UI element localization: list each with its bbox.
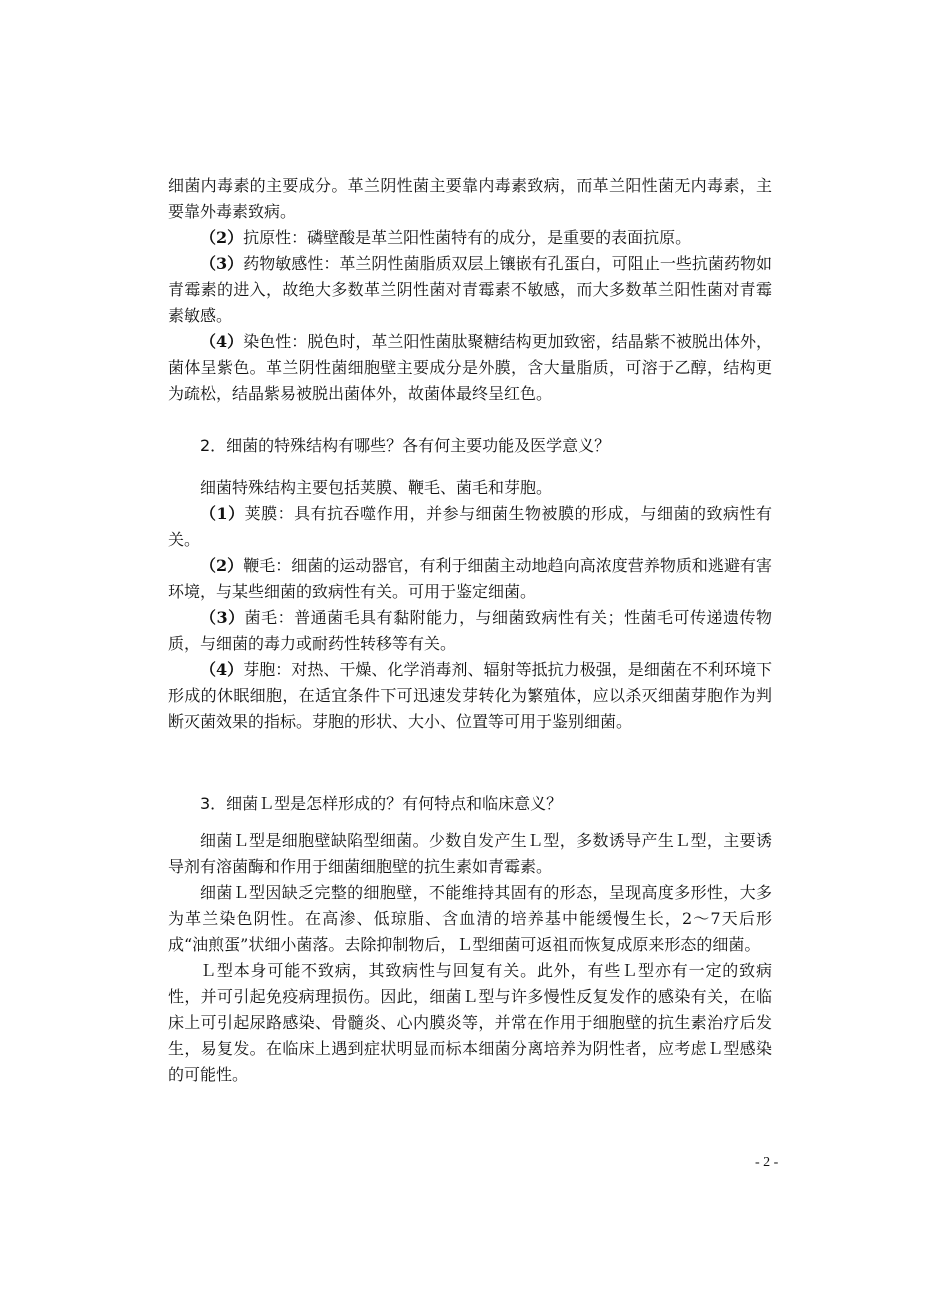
paragraph-spore xyxy=(168,657,772,735)
paragraph-intro: 细菌特殊结构主要包括荚膜、鞭毛、菌毛和芽胞。 xyxy=(200,478,553,497)
paragraph-capsule xyxy=(168,501,772,553)
paragraph-l-form-clinical: Ｌ型本身可能不致病，其致病性与回复有关。此外，有些Ｌ型亦有一定的致病性，并可引起免疫病理损伤。因此，细菌Ｌ型与许多慢性反复发作的感染有关，在临床上可引起尿路感染、骨髓炎、心内膜炎等，并常在作用于细胞壁的抗生素治疗后发生，易复发。在临床上遇到症状明显而标本细菌分离培养为阴性者，应考虑Ｌ型感染的可能性。 xyxy=(168,961,772,1084)
paragraph-text: 染色性：脱色时，革兰阳性菌肽聚糖结构更加致密，结晶紫不被脱出体外，菌体呈紫色。革兰阴性菌细胞壁主要成分是外膜，含大量脂质，可溶于乙醇，结构更为疏松，结晶紫易被脱出菌体外，故菌体最终呈红色。 xyxy=(168,332,772,403)
item-number: （4） xyxy=(200,332,244,351)
question-2 xyxy=(168,433,772,459)
paragraph-drug-sensitivity xyxy=(168,251,772,329)
page-number: - 2 - xyxy=(755,1155,779,1170)
paragraph-antigenicity xyxy=(168,225,772,251)
paragraph-text: 鞭毛：细菌的运动器官，有利于细菌主动地趋向高浓度营养物质和逃避有害环境，与某些细菌的致病性有关。可用于鉴定细菌。 xyxy=(168,556,772,601)
item-number: （1） xyxy=(200,504,245,523)
paragraph-l-form-features: 细菌Ｌ型因缺乏完整的细胞壁，不能维持其固有的形态，呈现高度多形性，大多为革兰染色阴性。在高渗、低琼脂、含血清的培养基中能缓慢生长，2～7天后形成“油煎蛋”状细小菌落。去除抑制物后，Ｌ型细菌可返祖而恢复成原来形态的细菌。 xyxy=(168,883,772,954)
paragraph-text: 菌毛：普通菌毛具有黏附能力，与细菌致病性有关；性菌毛可传递遗传物质，与细菌的毒力或耐药性转移等有关。 xyxy=(168,608,772,653)
paragraph-flagella xyxy=(168,553,772,605)
paragraph-text: 荚膜：具有抗吞噬作用，并参与细菌生物被膜的形成，与细菌的致病性有关。 xyxy=(168,504,772,549)
paragraph-staining xyxy=(168,329,772,407)
item-number: （2） xyxy=(200,228,244,247)
item-number: （2） xyxy=(200,556,244,575)
section-special-structures xyxy=(168,475,772,735)
question-3 xyxy=(168,791,772,817)
paragraph-endotoxin: 细菌内毒素的主要成分。革兰阴性菌主要靠内毒素致病，而革兰阳性菌无内毒素，主要靠外毒素致病。 xyxy=(168,176,772,221)
paragraph-text: 药物敏感性：革兰阴性菌脂质双层上镶嵌有孔蛋白，可阻止一些抗菌药物如青霉素的进入，故绝大多数革兰阴性菌对青霉素不敏感，而大多数革兰阳性菌对青霉素敏感。 xyxy=(168,254,772,325)
section-gram-properties xyxy=(168,173,772,407)
section-l-form xyxy=(168,828,772,1088)
item-number: （3） xyxy=(200,254,244,273)
paragraph-pili xyxy=(168,605,772,657)
question-heading: 2．细菌的特殊结构有哪些？各有何主要功能及医学意义？ xyxy=(200,436,611,455)
paragraph-text: 抗原性：磷壁酸是革兰阳性菌特有的成分，是重要的表面抗原。 xyxy=(243,228,692,247)
paragraph-l-form-origin: 细菌Ｌ型是细胞壁缺陷型细菌。少数自发产生Ｌ型，多数诱导产生Ｌ型，主要诱导剂有溶菌酶和作用于细菌细胞壁的抗生素如青霉素。 xyxy=(168,831,772,876)
question-heading: 3．细菌Ｌ型是怎样形成的？有何特点和临床意义？ xyxy=(200,794,563,813)
item-number: （4） xyxy=(200,660,244,679)
item-number: （3） xyxy=(200,608,245,627)
paragraph-text: 芽胞：对热、干燥、化学消毒剂、辐射等抵抗力极强，是细菌在不利环境下形成的休眠细胞，在适宜条件下可迅速发芽转化为繁殖体，应以杀灭细菌芽胞作为判断灭菌效果的指标。芽胞的形状、大小、位置等可用于鉴别细菌。 xyxy=(168,660,772,731)
